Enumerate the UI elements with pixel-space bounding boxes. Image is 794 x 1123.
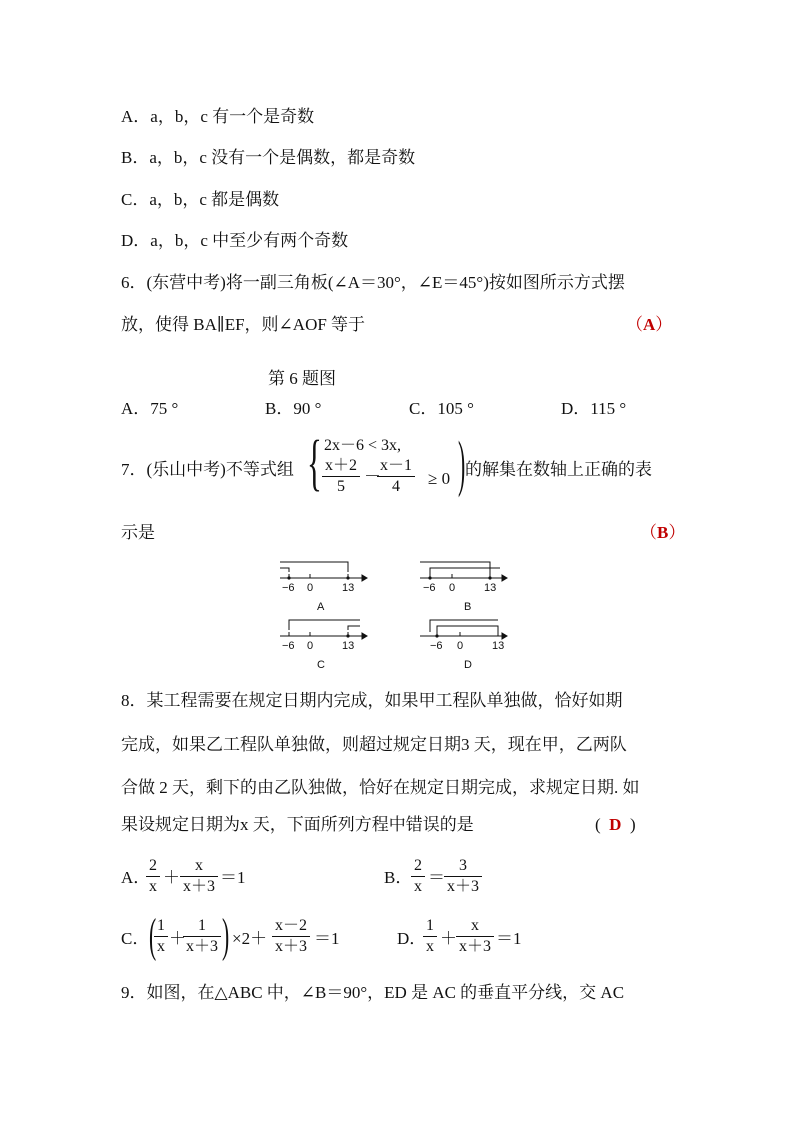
q8-c-rhs: ＝1 <box>314 929 340 948</box>
q7-fig-b-label-pos: 13 <box>484 582 497 594</box>
q6-answer-letter: A <box>643 315 656 334</box>
q8-text-line1: 8．某工程需要在规定日期内完成，如果甲工程队单独做，恰好如期 <box>121 691 623 710</box>
q7-text-line2: 示是 <box>121 523 155 542</box>
q7-minus: － <box>364 467 381 486</box>
q7-fig-a-label-zero: 0 <box>307 582 314 594</box>
q8-answer: ( D ) <box>595 815 636 834</box>
q6-text-line1: 6．(东营中考)将一副三角板(∠A＝30°，∠E＝45°)按如图所示方式摆 <box>121 273 625 292</box>
q6-text-line2: 放，使得 BA∥EF，则∠AOF 等于 <box>121 315 366 334</box>
q8-text-line2: 完成，如果乙工程队单独做，则超过规定日期3 天，现在甲，乙两队 <box>121 735 627 754</box>
q8-answer-letter: D <box>609 815 622 834</box>
q8-a-frac1 <box>146 856 160 897</box>
q6-answer: （A） <box>626 315 673 334</box>
q8-c-frac3-den: x＋3 <box>275 938 308 955</box>
q8-a-plus: ＋ <box>163 868 180 887</box>
q8-c-frac1 <box>154 916 168 957</box>
q7-fig-a-label-neg: −6 <box>282 582 295 594</box>
q7-system-brace: { <box>307 429 322 497</box>
q8-a-rhs: ＝1 <box>220 868 246 887</box>
q6-figure-caption: 第 6 题图 <box>268 369 336 388</box>
q8-d-plus: ＋ <box>440 929 457 948</box>
q8-a-frac2-num: x <box>180 856 218 877</box>
q8-c-frac2-den: x＋3 <box>186 938 219 955</box>
q8-option-b-label: B． <box>384 868 413 887</box>
q8-d-frac2-num: x <box>456 916 494 937</box>
q8-b-frac2-num: 3 <box>444 856 482 877</box>
q9-text-line1: 9．如图，在△ABC 中，∠B＝90°，ED 是 AC 的垂直平分线，交 AC <box>121 983 625 1002</box>
q8-c-frac1-num: 1 <box>154 916 168 937</box>
q8-c-frac2-num: 1 <box>183 916 221 937</box>
q7-fig-label-d: D <box>464 659 472 671</box>
q7-fig-label-a: A <box>317 601 325 613</box>
q7-f1-denominator: 5 <box>337 478 345 495</box>
q8-text-line4: 果设规定日期为x 天，下面所列方程中错误的是 <box>121 815 474 834</box>
q8-d-frac1 <box>423 916 437 957</box>
q7-answer: （B） <box>640 523 686 542</box>
q7-fig-b-point-pos <box>488 576 491 579</box>
q8-option-d-label: D． <box>397 929 427 948</box>
q8-d-frac2-den: x＋3 <box>459 938 492 955</box>
q8-b-frac1 <box>411 856 425 897</box>
q8-b-frac2-den: x＋3 <box>447 878 480 895</box>
q5-option-d: D．a，b，c 中至少有两个奇数 <box>121 231 349 250</box>
q8-b-frac1-den: x <box>414 878 422 895</box>
q5-option-c: C．a，b，c 都是偶数 <box>121 190 280 209</box>
q8-b-frac2 <box>444 856 482 897</box>
q8-option-c-label: C． <box>121 929 150 948</box>
q7-fig-a-label-pos: 13 <box>342 582 355 594</box>
q6-choice-a: A．75 ° <box>121 399 179 418</box>
q7-fig-a-point-pos <box>346 576 349 579</box>
q7-fig-label-c: C <box>317 659 325 671</box>
q7-fig-c-label-pos: 13 <box>342 640 355 652</box>
q7-fig-d-label-pos: 13 <box>492 640 505 652</box>
q8-c-frac2 <box>183 916 221 957</box>
q7-f1-numerator: x＋2 <box>322 456 360 477</box>
q7-fig-b-point-neg <box>428 576 431 579</box>
q8-a-frac1-num: 2 <box>146 856 160 877</box>
q7-fig-d-label-zero: 0 <box>457 640 464 652</box>
q8-d-frac1-num: 1 <box>423 916 437 937</box>
q8-a-frac2-den: x＋3 <box>183 878 216 895</box>
q8-b-eq: ＝ <box>428 868 445 887</box>
q8-d-rhs: ＝1 <box>496 929 522 948</box>
q7-f2-numerator: x－1 <box>377 456 415 477</box>
q7-answer-letter: B <box>657 523 669 542</box>
q8-c-frac1-den: x <box>157 938 165 955</box>
q7-geq-zero: ≥ 0 <box>428 469 451 488</box>
q6-choice-d: D．115 ° <box>561 399 627 418</box>
q8-d-frac2 <box>456 916 494 957</box>
q7-fig-d-point-neg <box>435 634 438 637</box>
q8-a-frac2 <box>180 856 218 897</box>
q7-fig-d-label-neg: −6 <box>430 640 443 652</box>
q7-fig-label-b: B <box>464 601 472 613</box>
q7-f2-denominator: 4 <box>392 478 400 495</box>
q7-fig-a-point-neg <box>287 576 290 579</box>
q8-c-times: ×2＋ <box>232 929 268 948</box>
q7-fig-c-label-neg: −6 <box>282 640 295 652</box>
q8-c-right-paren: ) <box>222 909 230 962</box>
q7-suffix: 的解集在数轴上正确的表 <box>465 460 652 479</box>
q8-d-frac1-den: x <box>426 938 434 955</box>
q8-text-line3: 合做 2 天，剩下的由乙队独做，恰好在规定日期完成，求规定日期. 如 <box>121 778 640 797</box>
q6-choice-b: B．90 ° <box>265 399 322 418</box>
q8-option-a-label: A． <box>121 868 151 887</box>
q7-fraction-2 <box>377 456 415 497</box>
q5-option-a: A．a，b，c 有一个是奇数 <box>121 107 315 126</box>
q8-a-frac1-den: x <box>149 878 157 895</box>
q6-choice-c: C．105 ° <box>409 399 474 418</box>
q8-b-frac1-num: 2 <box>411 856 425 877</box>
q7-inequality-1: 2x－6 < 3x, <box>324 437 402 454</box>
q5-option-b: B．a，b，c 没有一个是偶数，都是奇数 <box>121 148 416 167</box>
q7-number-line-figure <box>270 556 520 674</box>
q7-fraction-1 <box>322 456 360 497</box>
q7-fig-c-label-zero: 0 <box>307 640 314 652</box>
q8-c-left-paren: ( <box>149 909 157 962</box>
q7-fig-b-label-neg: −6 <box>423 582 436 594</box>
q7-fig-c-point-pos <box>346 634 349 637</box>
q7-fig-b-label-zero: 0 <box>449 582 456 594</box>
q8-c-frac3 <box>272 916 310 957</box>
q7-prefix: 7．(乐山中考)不等式组 <box>121 460 294 479</box>
q7-right-paren: ) <box>458 430 466 498</box>
q8-c-frac3-num: x－2 <box>272 916 310 937</box>
q8-c-plus: ＋ <box>169 929 186 948</box>
